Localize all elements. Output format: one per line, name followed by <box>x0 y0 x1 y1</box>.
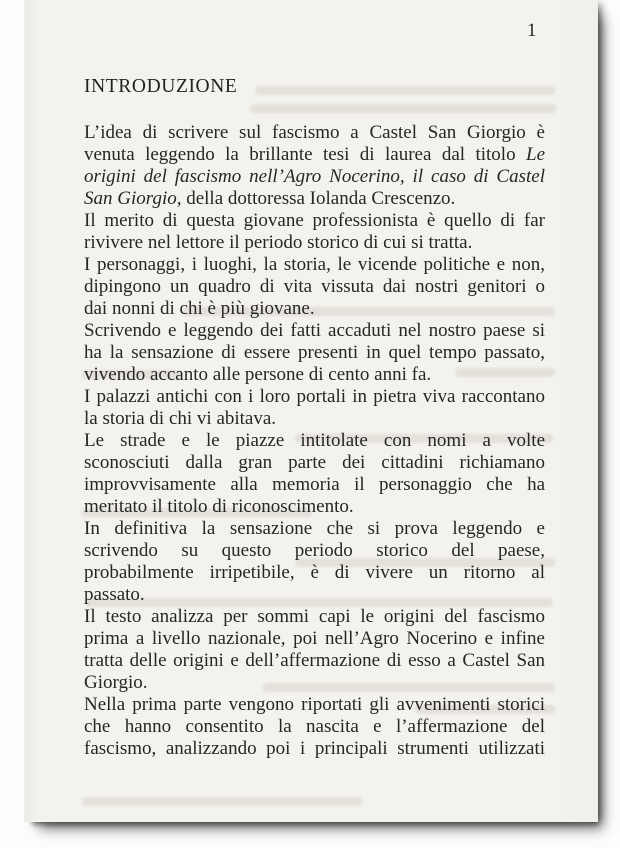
text-line: scrivendo su questo periodo storico del paese, <box>84 540 545 561</box>
text-line: dai nonni di chi è più giovane. <box>84 298 315 319</box>
text-line: fascismo, analizzando poi i principali strumenti utilizzati <box>84 738 545 759</box>
page-number: 1 <box>527 20 537 41</box>
text-line: San Giorgio, della dottoressa Iolanda Crescenzo. <box>84 188 456 209</box>
text-line: Scrivendo e leggendo dei fatti accaduti nel nostro paese si <box>84 320 545 341</box>
text-line: probabilmente irripetibile, è di vivere un ritorno al <box>84 562 545 583</box>
text-line: meritato il titolo di riconoscimento. <box>84 496 354 517</box>
text-line: I palazzi antichi con i loro portali in pietra viva raccontano <box>84 386 545 407</box>
text-line: Il testo analizza per sommi capi le origini del fascismo <box>84 606 545 627</box>
page-title: INTRODUZIONE <box>84 76 238 97</box>
bleedthrough-line <box>82 797 362 806</box>
text-line: In definitiva la sensazione che si prova leggendo e <box>84 518 545 539</box>
book-page-sheet <box>25 0 598 822</box>
text-line: ha la sensazione di essere presenti in quel tempo passato, <box>84 342 545 363</box>
bleedthrough-line <box>255 86 555 95</box>
text-line: rivivere nel lettore il periodo storico di cui si tratta. <box>84 232 473 253</box>
text-line: dipingono un quadro di vita vissuta dai nostri genitori o <box>84 276 545 297</box>
text-line: Il merito di questa giovane professionista è quello di far <box>84 210 545 231</box>
text-line: Nella prima parte vengono riportati gli avvenimenti storici <box>84 694 545 715</box>
text-line: che hanno consentito la nascita e l’affermazione del <box>84 716 545 737</box>
text-line: sconosciuti dalla gran parte dei cittadini richiamano <box>84 452 545 473</box>
text-line: I personaggi, i luoghi, la storia, le vicende politiche e non, <box>84 254 545 275</box>
text-line: prima a livello nazionale, poi nell’Agro Nocerino e infine <box>84 628 545 649</box>
text-line: L’idea di scrivere sul fascismo a Castel San Giorgio è <box>84 122 545 143</box>
text-line: vivendo accanto alle persone di cento anni fa. <box>84 364 432 385</box>
text-line: venuta leggendo la brillante tesi di laurea dal titolo Le <box>84 144 545 165</box>
text-line: la storia di chi vi abitava. <box>84 408 277 429</box>
text-line: origini del fascismo nell’Agro Nocerino, il caso di Castel <box>84 166 545 187</box>
text-line: passato. <box>84 584 145 605</box>
text-line: improvvisamente alla memoria il personaggio che ha <box>84 474 545 495</box>
bleedthrough-line <box>250 104 556 113</box>
body-text <box>84 122 545 760</box>
text-line: Giorgio. <box>84 672 148 693</box>
text-line: Le strade e le piazze intitolate con nomi a volte <box>84 430 545 451</box>
text-line: tratta delle origini e dell’affermazione di esso a Castel San <box>84 650 545 671</box>
